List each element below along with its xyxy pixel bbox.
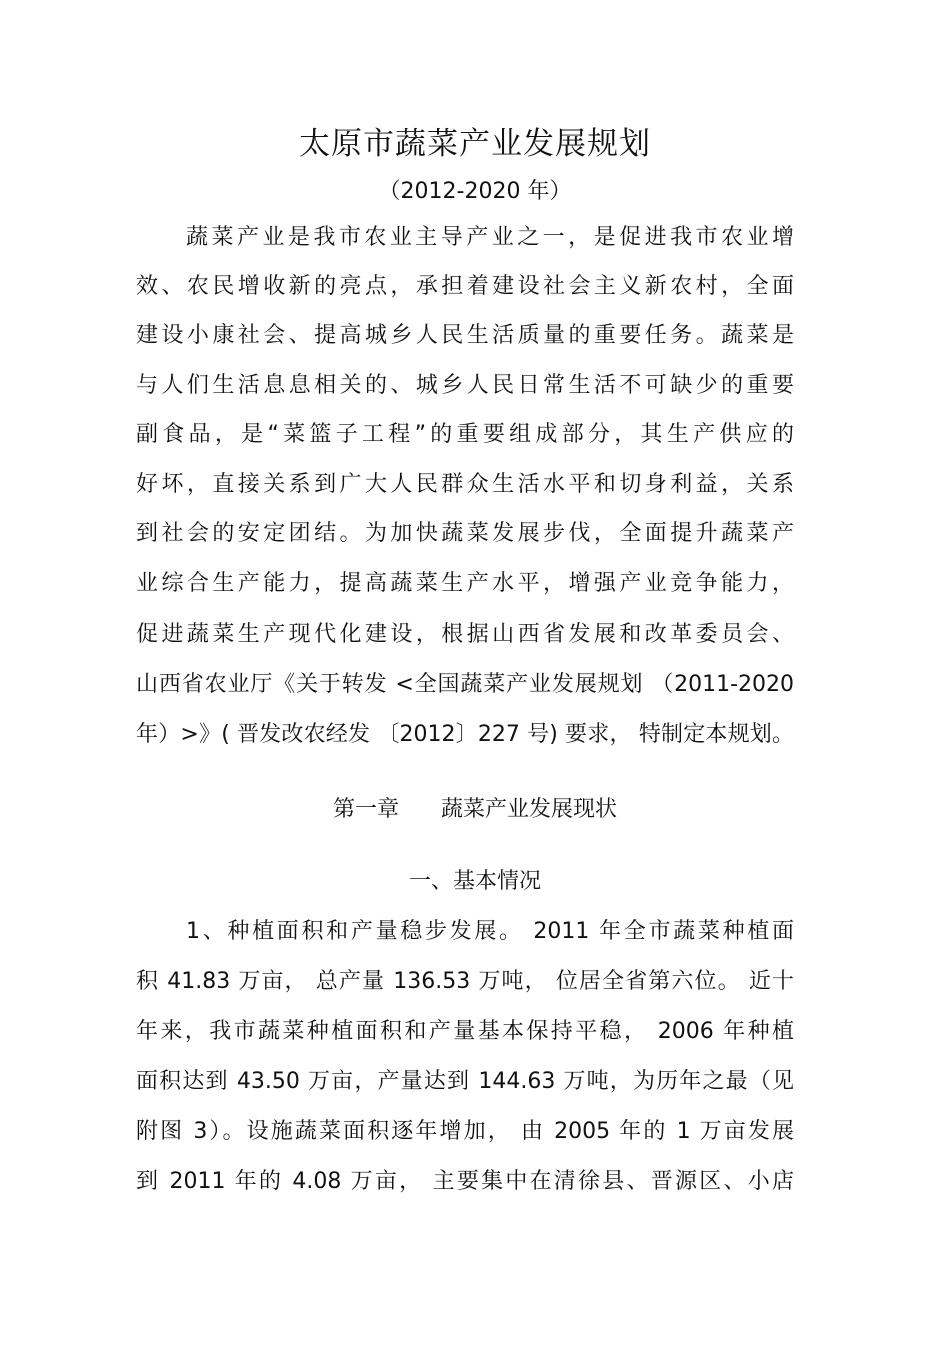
section-heading: 一、基本情况 bbox=[408, 869, 541, 894]
document-subtitle: （2012-2020 年） bbox=[378, 179, 572, 204]
intro-line: 到社会的安定团结。为加快蔬菜发展步伐，全面提升蔬菜产 bbox=[136, 521, 794, 546]
intro-line: 年）>》( 晋发改农经发 〔2012〕227 号) 要求， 特制定本规划。 bbox=[136, 722, 794, 747]
section-line: 附图 3）。设施蔬菜面积逐年增加， 由 2005 年的 1 万亩发展 bbox=[136, 1119, 794, 1144]
intro-line: 好坏，直接关系到广大人民群众生活水平和切身利益，关系 bbox=[136, 472, 794, 497]
section-line: 到 2011 年的 4.08 万亩， 主要集中在清徐县、晋源区、小店 bbox=[136, 1169, 794, 1194]
intro-line: 促进蔬菜生产现代化建设，根据山西省发展和改革委员会、 bbox=[136, 622, 794, 647]
document-title: 太原市蔬菜产业发展规划 bbox=[299, 126, 651, 162]
intro-line: 副食品，是“菜篮子工程”的重要组成部分，其生产供应的 bbox=[136, 422, 794, 447]
intro-line: 蔬菜产业是我市农业主导产业之一，是促进我市农业增 bbox=[186, 225, 794, 250]
intro-line: 业综合生产能力，提高蔬菜生产水平，增强产业竞争能力， bbox=[136, 571, 794, 596]
intro-line: 效、农民增收新的亮点，承担着建设社会主义新农村，全面 bbox=[136, 274, 794, 299]
section-line: 年来，我市蔬菜种植面积和产量基本保持平稳， 2006 年种植 bbox=[136, 1019, 794, 1044]
chapter-heading: 第一章 蔬菜产业发展现状 bbox=[333, 797, 617, 822]
section-line: 积 41.83 万亩， 总产量 136.53 万吨， 位居全省第六位。 近十 bbox=[136, 969, 794, 994]
section-line: 1、种植面积和产量稳步发展。 2011 年全市蔬菜种植面 bbox=[186, 919, 794, 944]
intro-line: 建设小康社会、提高城乡人民生活质量的重要任务。蔬菜是 bbox=[136, 323, 794, 348]
intro-line: 山西省农业厅《关于转发 <全国蔬菜产业发展规划 （2011-2020 bbox=[136, 672, 794, 697]
intro-line: 与人们生活息息相关的、城乡人民日常生活不可缺少的重要 bbox=[136, 373, 794, 398]
section-line: 面积达到 43.50 万亩，产量达到 144.63 万吨，为历年之最（见 bbox=[136, 1069, 794, 1094]
